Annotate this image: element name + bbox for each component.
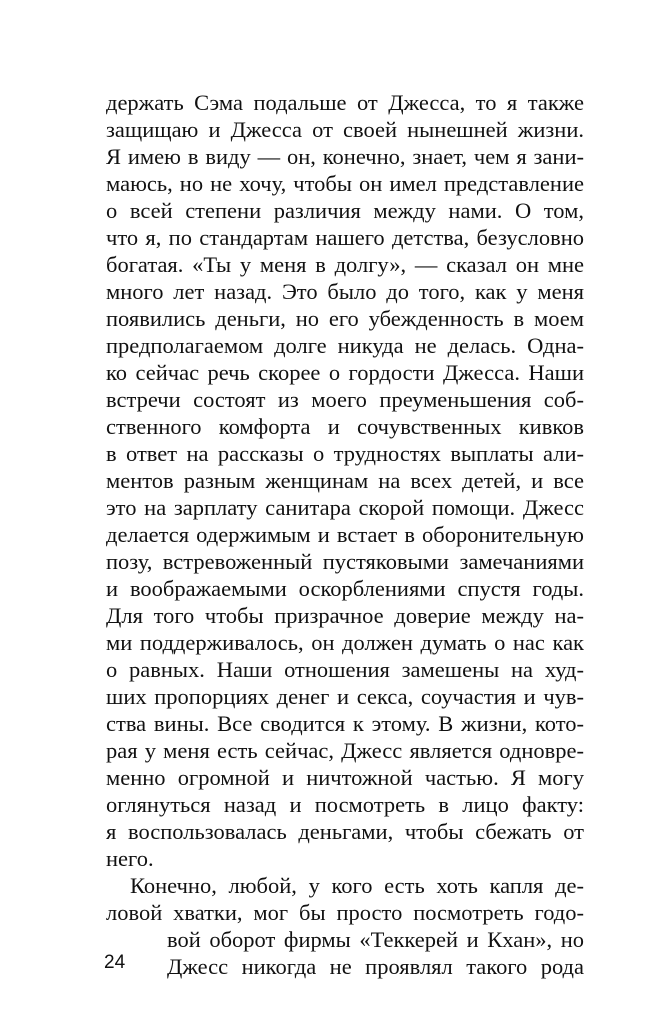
text-line: оглянуться назад и посмотреть в лицо факту: bbox=[106, 792, 584, 817]
text-line: о всей степени различия между нами. О том, bbox=[106, 198, 584, 223]
text-line: держать Сэма подальше от Джесса, то я также bbox=[106, 90, 584, 115]
text-line: рая у меня есть сейчас, Джесс является одновре- bbox=[106, 738, 584, 763]
page-number: 24 bbox=[104, 952, 126, 973]
text-line: ментов разным женщинам на всех детей, и все bbox=[106, 468, 584, 493]
text-line: Я имею в виду — он, конечно, знает, чем я зани- bbox=[106, 144, 584, 169]
text-line: менно огромной и ничтожной частью. Я могу bbox=[106, 765, 584, 790]
text-line: много лет назад. Это было до того, как у меня bbox=[106, 279, 584, 304]
text-line: встречи состоят из моего преуменьшения соб- bbox=[106, 387, 584, 412]
text-line: ко сейчас речь скорее о гордости Джесса. Наши bbox=[106, 360, 584, 385]
text-line: ших пропорциях денег и секса, соучастия и чув- bbox=[106, 684, 584, 709]
text-line: него. bbox=[106, 846, 154, 871]
text-line: и воображаемыми оскорблениями спустя годы. bbox=[106, 576, 584, 601]
text-line: богатая. «Ты у меня в долгу», — сказал он мне bbox=[106, 252, 584, 277]
text-line: защищаю и Джесса от своей нынешней жизни. bbox=[106, 117, 584, 142]
text-line: делается одержимым и встает в оборонительную bbox=[106, 522, 584, 547]
text-line: ства вины. Все сводится к этому. В жизни, кото- bbox=[106, 711, 584, 736]
text-line: это на зарплату санитара скорой помощи. Джесс bbox=[106, 495, 584, 520]
text-line: предполагаемом долге никуда не делась. Одна- bbox=[106, 333, 584, 358]
text-line: ственного комфорта и сочувственных кивков bbox=[106, 414, 584, 439]
text-line: ловой хватки, мог бы просто посмотреть годо- bbox=[106, 900, 584, 925]
text-line: я воспользовалась деньгами, чтобы сбежать от bbox=[106, 819, 584, 844]
text-line: маюсь, но не хочу, чтобы он имел представление bbox=[106, 171, 584, 196]
text-line: о равных. Наши отношения замешены на худ- bbox=[106, 657, 584, 682]
text-line: появились деньги, но его убежденность в моем bbox=[106, 306, 584, 331]
text-line: Для того чтобы призрачное доверие между на- bbox=[106, 603, 584, 628]
text-line: вой оборот фирмы «Теккерей и Кхан», но bbox=[167, 927, 584, 952]
text-line: позу, встревоженный пустяковыми замечаниями bbox=[106, 549, 584, 574]
text-line: Джесс никогда не проявлял такого рода bbox=[167, 954, 584, 979]
text-line: ми поддерживалось, он должен думать о нас как bbox=[106, 630, 584, 655]
text-line: что я, по стандартам нашего детства, безусловно bbox=[106, 225, 584, 250]
text-line: в ответ на рассказы о трудностях выплаты али- bbox=[106, 441, 584, 466]
text-line: Конечно, любой, у кого есть хоть капля де- bbox=[130, 873, 584, 898]
